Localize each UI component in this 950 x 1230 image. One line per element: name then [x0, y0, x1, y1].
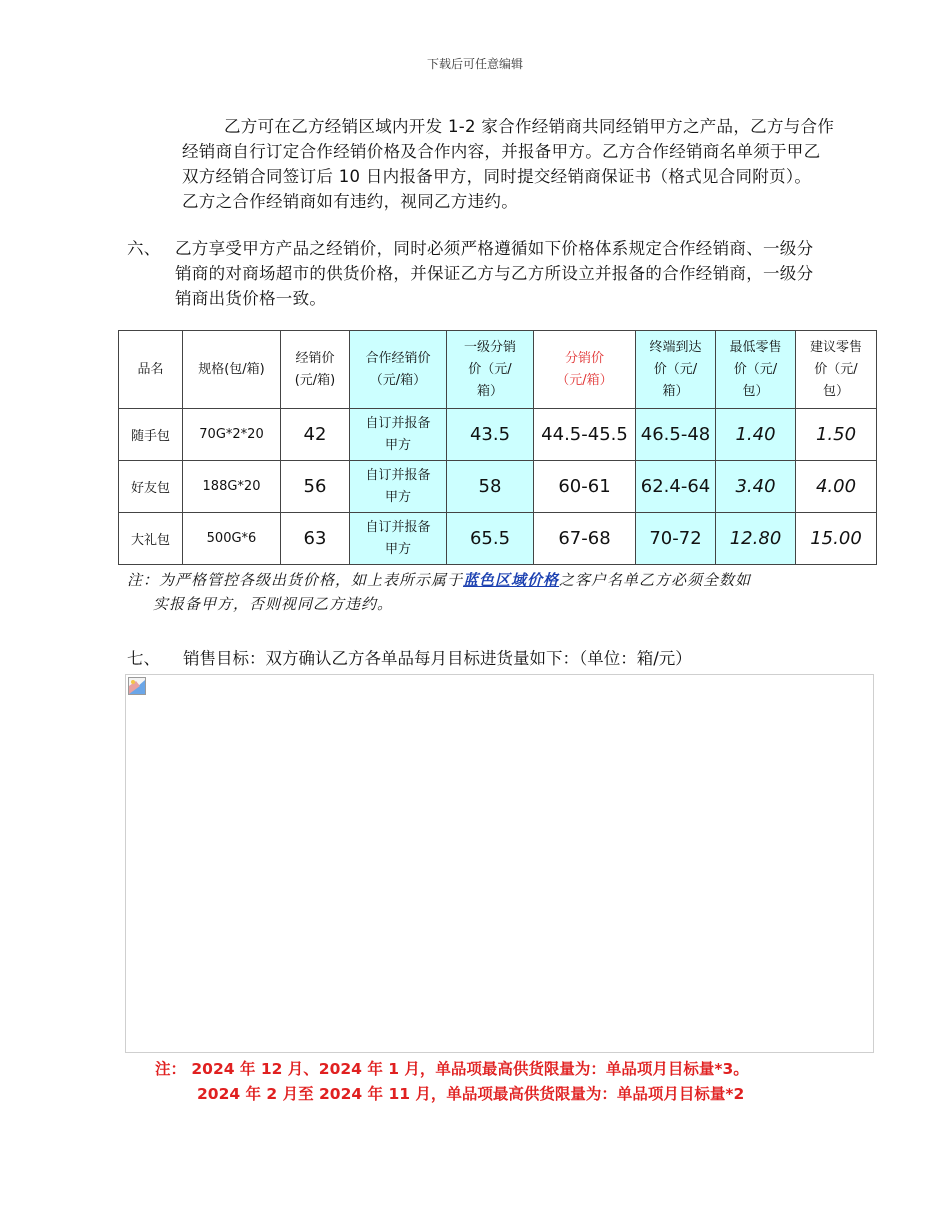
header-spec: 规格(包/箱) — [183, 331, 281, 409]
cell-spec: 70G*2*20 — [183, 409, 281, 461]
supply-limit-note — [155, 1057, 749, 1107]
cell-sugg-retail: 1.50 — [796, 409, 877, 461]
cell-dist: 67-68 — [534, 513, 636, 565]
cell-min-retail: 3.40 — [716, 461, 796, 513]
paragraph-line: 双方经销合同签订后 10 日内报备甲方，同时提交经销商保证书（格式见合同附页）。 — [182, 167, 812, 186]
paragraph-line: 经销商自行订定合作经销价格及合作内容，并报备甲方。乙方合作经销商名单须于甲乙 — [182, 142, 821, 161]
note-text: 之客户名单乙方必须全数如 — [559, 571, 752, 589]
paragraph-line: 销商的对商场超市的供货价格，并保证乙方与乙方所设立并报备的合作经销商，一级分 — [175, 264, 814, 283]
cell-min-retail: 12.80 — [716, 513, 796, 565]
paragraph-line: 乙方可在乙方经销区域内开发 1-2 家合作经销商共同经销甲方之产品，乙方与合作 — [224, 117, 835, 136]
table-header-row — [119, 331, 877, 409]
cell-name: 随手包 — [119, 409, 183, 461]
cell-terminal: 70-72 — [636, 513, 716, 565]
section-number: 六、 — [127, 239, 161, 258]
cell-min-retail: 1.40 — [716, 409, 796, 461]
table-row — [119, 461, 877, 513]
cell-level1: 65.5 — [447, 513, 534, 565]
cell-coop: 自订并报备 甲方 — [350, 409, 447, 461]
header-level1-price: 一级分销 价（元/ 箱） — [447, 331, 534, 409]
paragraph-line: 乙方之合作经销商如有违约，视同乙方违约。 — [182, 192, 518, 211]
table-note — [127, 568, 867, 616]
paragraph-line: 乙方享受甲方产品之经销价，同时必须严格遵循如下价格体系规定合作经销商、一级分 — [175, 239, 814, 258]
image-placeholder — [125, 674, 874, 1053]
cell-spec: 500G*6 — [183, 513, 281, 565]
cell-level1: 43.5 — [447, 409, 534, 461]
cell-dealer: 63 — [281, 513, 350, 565]
section-number: 七、 — [127, 649, 160, 668]
table-row — [119, 409, 877, 461]
cell-sugg-retail: 4.00 — [796, 461, 877, 513]
note-line: 2024 年 2 月至 2024 年 11 月，单品项最高供货限量为：单品项月目标量*2 — [197, 1085, 745, 1103]
section-seven — [127, 645, 692, 669]
cell-coop: 自订并报备 甲方 — [350, 461, 447, 513]
cell-terminal: 46.5-48 — [636, 409, 716, 461]
broken-image-icon — [128, 677, 146, 695]
header-coop-price: 合作经销价 （元/箱） — [350, 331, 447, 409]
price-table — [118, 330, 877, 565]
cell-name: 大礼包 — [119, 513, 183, 565]
note-text: 注：为严格管控各级出货价格，如上表所示属于 — [127, 571, 464, 589]
note-highlight: 蓝色区域价格 — [463, 571, 560, 589]
header-terminal-price: 终端到达 价（元/ 箱） — [636, 331, 716, 409]
cell-dist: 60-61 — [534, 461, 636, 513]
header-dist-price: 分销价 （元/箱） — [534, 331, 636, 409]
section-six — [127, 236, 897, 311]
note-text: 实报备甲方，否则视同乙方违约。 — [153, 595, 394, 613]
paragraph-coop-dealers — [182, 114, 897, 214]
cell-dist: 44.5-45.5 — [534, 409, 636, 461]
cell-spec: 188G*20 — [183, 461, 281, 513]
cell-level1: 58 — [447, 461, 534, 513]
header-dealer-price: 经销价 (元/箱) — [281, 331, 350, 409]
note-line: 注： 2024 年 12 月、2024 年 1 月，单品项最高供货限量为：单品项月目标量*3。 — [155, 1060, 749, 1078]
cell-sugg-retail: 15.00 — [796, 513, 877, 565]
table-row — [119, 513, 877, 565]
cell-name: 好友包 — [119, 461, 183, 513]
section-text: 销售目标：双方确认乙方各单品每月目标进货量如下：（单位：箱/元） — [183, 649, 692, 668]
cell-dealer: 42 — [281, 409, 350, 461]
header-min-retail: 最低零售 价（元/ 包） — [716, 331, 796, 409]
cell-coop: 自订并报备 甲方 — [350, 513, 447, 565]
header-product-name: 品名 — [119, 331, 183, 409]
page-header: 下载后可任意编辑 — [426, 57, 523, 71]
cell-dealer: 56 — [281, 461, 350, 513]
header-suggested-retail: 建议零售 价（元/ 包） — [796, 331, 877, 409]
paragraph-line: 销商出货价格一致。 — [175, 289, 327, 308]
cell-terminal: 62.4-64 — [636, 461, 716, 513]
